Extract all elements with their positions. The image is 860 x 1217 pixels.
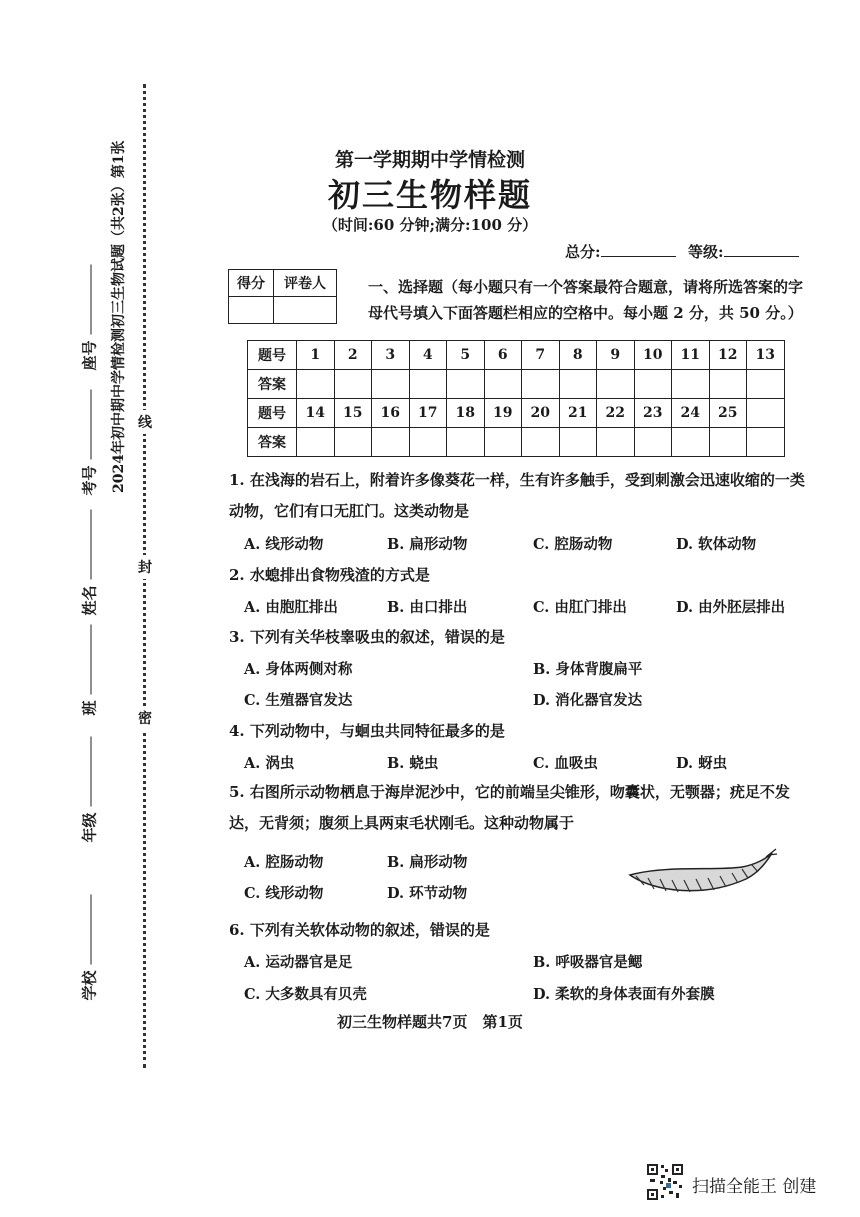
question-number-cell: 3 — [372, 341, 410, 370]
q4-option-b: B. 蛲虫 — [387, 755, 439, 772]
q5-option-b: B. 扁形动物 — [387, 854, 468, 871]
q3-option-a: A. 身体两侧对称 — [244, 661, 353, 678]
answer-cell[interactable] — [634, 428, 672, 457]
answer-table-number-row — [248, 341, 785, 370]
margin-field-exam-number — [79, 406, 100, 496]
question-5-stem: 5. 右图所示动物栖息于海岸泥沙中，它的前端呈尖锥形，吻囊状，无颚器；疣足不发达，无背须；腹须上具两束毛状刚毛。这种动物属于 — [229, 783, 790, 832]
question-number-cell: 2 — [334, 341, 372, 370]
question-number-cell: 15 — [334, 399, 372, 428]
margin-label-name: 姓名 — [80, 585, 99, 616]
seal-char-xian: 线 — [136, 410, 154, 434]
answer-cell[interactable] — [634, 370, 672, 399]
answer-cell[interactable] — [522, 370, 560, 399]
exam-time-info: （时间:60 分钟;满分:100 分） — [322, 216, 538, 234]
grade-level-label: 等级: — [688, 243, 724, 261]
margin-label-class: 班 — [80, 700, 99, 716]
answer-cell[interactable] — [597, 428, 635, 457]
answer-table-answer-row — [248, 428, 785, 457]
exam-subtitle: 第一学期期中学情检测 — [334, 149, 525, 171]
q2-option-a: A. 由胞肛排出 — [244, 599, 338, 616]
total-score-label: 总分: — [565, 243, 601, 261]
margin-field-grade — [79, 753, 100, 843]
name-blank[interactable] — [90, 509, 91, 579]
answer-cell[interactable] — [709, 370, 747, 399]
question-number-cell: 6 — [484, 341, 522, 370]
question-4-stem: 4. 下列动物中，与蛔虫共同特征最多的是 — [229, 722, 505, 740]
answer-cell[interactable] — [447, 428, 485, 457]
q6-option-c: C. 大多数具有贝壳 — [244, 986, 367, 1003]
question-number-cell: 23 — [634, 399, 672, 428]
reviewer-label: 评卷人 — [274, 270, 337, 297]
sea-worm-illustration — [626, 845, 778, 899]
question-number-cell: 17 — [409, 399, 447, 428]
total-score-blank[interactable] — [601, 242, 676, 257]
question-number-cell: 18 — [447, 399, 485, 428]
question-number-cell: 22 — [597, 399, 635, 428]
margin-field-seat — [79, 281, 100, 371]
section-score-box — [228, 269, 337, 324]
answer-cell[interactable] — [409, 370, 447, 399]
answer-cell[interactable] — [559, 428, 597, 457]
q1-option-d: D. 软体动物 — [676, 536, 757, 553]
question-number-header: 题号 — [248, 341, 297, 370]
question-1-stem: 1. 在浅海的岩石上，附着许多像葵花一样，生有许多触手，受到刺激会迅速收缩的一类动物，它们有口无肛门。这类动物是 — [229, 471, 805, 520]
answer-cell[interactable] — [672, 428, 710, 457]
answer-cell[interactable] — [334, 370, 372, 399]
margin-label-school: 学校 — [80, 970, 99, 1001]
answer-table-answer-row — [248, 370, 785, 399]
margin-field-name — [79, 526, 100, 616]
answer-cell[interactable] — [559, 370, 597, 399]
question-number-cell: 21 — [559, 399, 597, 428]
question-number-cell: 16 — [372, 399, 410, 428]
reviewer-cell[interactable] — [274, 297, 337, 324]
total-score-field — [565, 241, 676, 262]
question-6-stem: 6. 下列有关软体动物的叙述，错误的是 — [229, 921, 490, 939]
q4-option-a: A. 涡虫 — [244, 755, 295, 772]
question-number-header: 题号 — [248, 399, 297, 428]
answer-cell[interactable] — [747, 428, 785, 457]
answer-cell[interactable] — [334, 428, 372, 457]
q6-option-b: B. 呼吸器官是鳃 — [533, 954, 643, 971]
seal-char-feng: 封 — [136, 555, 154, 579]
q2-option-b: B. 由口排出 — [387, 599, 468, 616]
question-number-cell: 19 — [484, 399, 522, 428]
q2-option-d: D. 由外胚层排出 — [676, 599, 786, 616]
answer-header: 答案 — [248, 370, 297, 399]
answer-cell[interactable] — [484, 428, 522, 457]
q1-option-a: A. 线形动物 — [244, 536, 324, 553]
answer-cell[interactable] — [522, 428, 560, 457]
seat-blank[interactable] — [90, 264, 91, 334]
answer-cell[interactable] — [709, 428, 747, 457]
question-number-cell: 12 — [709, 341, 747, 370]
question-number-cell: 7 — [522, 341, 560, 370]
answer-table — [247, 340, 785, 457]
answer-cell[interactable] — [297, 370, 335, 399]
answer-cell[interactable] — [484, 370, 522, 399]
q3-option-d: D. 消化器官发达 — [533, 692, 643, 709]
grade-blank[interactable] — [90, 736, 91, 806]
question-number-cell: 10 — [634, 341, 672, 370]
school-blank[interactable] — [90, 894, 91, 964]
margin-field-class — [79, 626, 100, 716]
grade-level-blank[interactable] — [724, 242, 799, 257]
question-2-stem: 2. 水螅排出食物残渣的方式是 — [229, 566, 430, 584]
score-label: 得分 — [229, 270, 274, 297]
question-number-cell: 25 — [709, 399, 747, 428]
answer-cell[interactable] — [372, 428, 410, 457]
question-number-cell: 11 — [672, 341, 710, 370]
q1-option-b: B. 扁形动物 — [387, 536, 468, 553]
q5-option-d: D. 环节动物 — [387, 885, 468, 902]
q5-option-a: A. 腔肠动物 — [244, 854, 324, 871]
question-number-cell: 20 — [522, 399, 560, 428]
question-number-cell: 8 — [559, 341, 597, 370]
exam-number-blank[interactable] — [90, 389, 91, 459]
answer-table-number-row — [248, 399, 785, 428]
score-cell[interactable] — [229, 297, 274, 324]
question-number-cell: 24 — [672, 399, 710, 428]
answer-header: 答案 — [248, 428, 297, 457]
answer-cell[interactable] — [372, 370, 410, 399]
q6-option-a: A. 运动器官是足 — [244, 954, 353, 971]
grade-level-field — [688, 241, 799, 262]
section1-heading: 一、选择题（每小题只有一个答案最符合题意，请将所选答案的字母代号填入下面答题栏相应的空格中。每小题 2 分，共 50 分。） — [368, 278, 804, 322]
exam-note-vertical: 2024年初中期中学情检测初三生物试题（共2张）第1张 — [111, 140, 127, 493]
qr-code-icon — [646, 1163, 684, 1201]
question-number-cell: 13 — [747, 341, 785, 370]
answer-cell[interactable] — [597, 370, 635, 399]
margin-label-exam-number: 考号 — [80, 465, 99, 496]
question-number-cell: 4 — [409, 341, 447, 370]
margin-label-grade: 年级 — [80, 812, 99, 843]
answer-cell[interactable] — [297, 428, 335, 457]
q1-option-c: C. 腔肠动物 — [533, 536, 613, 553]
margin-field-school — [79, 911, 100, 1001]
answer-cell[interactable] — [409, 428, 447, 457]
answer-cell[interactable] — [672, 370, 710, 399]
q4-option-d: D. 蚜虫 — [676, 755, 728, 772]
seal-char-mi: 密 — [136, 706, 154, 730]
q2-option-c: C. 由肛门排出 — [533, 599, 627, 616]
question-number-cell — [747, 399, 785, 428]
q6-option-d: D. 柔软的身体表面有外套膜 — [533, 986, 715, 1003]
class-blank[interactable] — [90, 624, 91, 694]
question-number-cell: 14 — [297, 399, 335, 428]
q3-option-b: B. 身体背腹扁平 — [533, 661, 643, 678]
answer-cell[interactable] — [747, 370, 785, 399]
question-number-cell: 1 — [297, 341, 335, 370]
q4-option-c: C. 血吸虫 — [533, 755, 598, 772]
answer-cell[interactable] — [447, 370, 485, 399]
scanner-watermark: 扫描全能王 创建 — [692, 1177, 817, 1197]
exam-title: 初三生物样题 — [327, 176, 532, 214]
question-number-cell: 9 — [597, 341, 635, 370]
question-number-cell: 5 — [447, 341, 485, 370]
page-footer: 初三生物样题共7页 第1页 — [337, 1013, 523, 1031]
q5-option-c: C. 线形动物 — [244, 885, 324, 902]
margin-label-seat: 座号 — [80, 340, 99, 371]
q3-option-c: C. 生殖器官发达 — [244, 692, 353, 709]
question-3-stem: 3. 下列有关华枝睾吸虫的叙述，错误的是 — [229, 628, 505, 646]
